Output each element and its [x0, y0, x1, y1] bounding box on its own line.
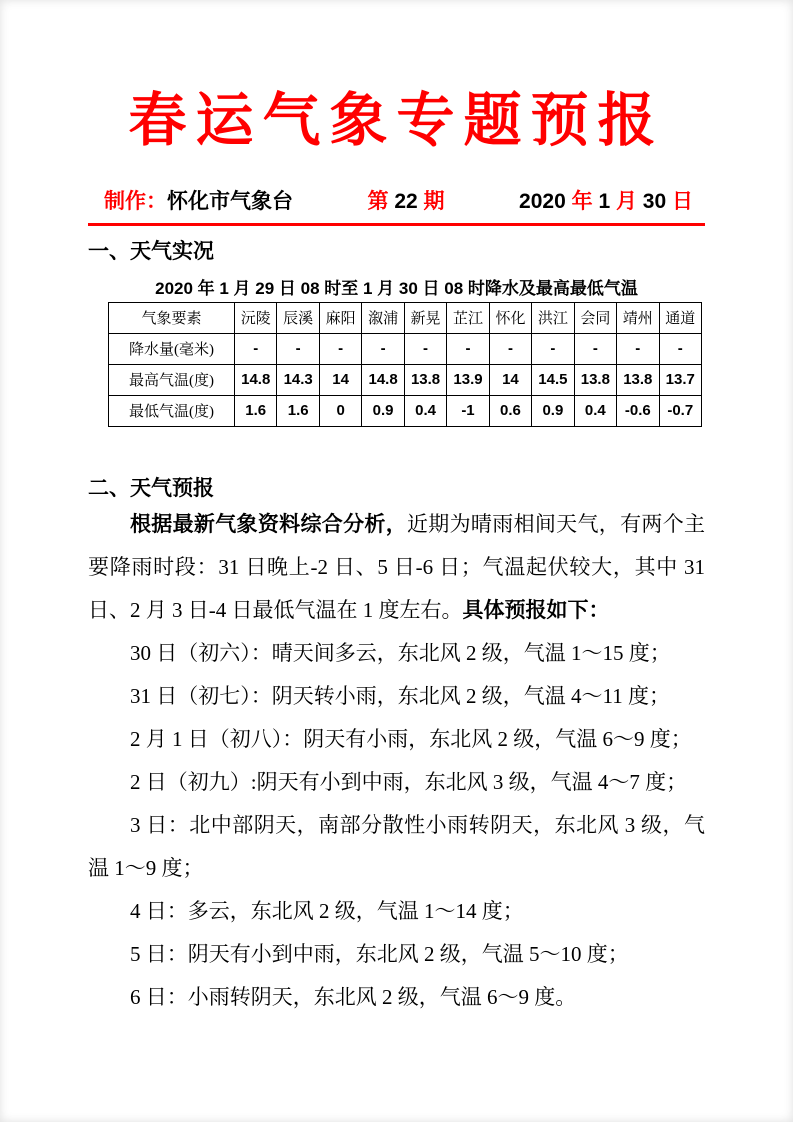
red-divider-rule — [88, 223, 705, 226]
meta-line — [88, 188, 705, 216]
section-heading-observation: 一、天气实况 — [88, 239, 214, 263]
section-heading-forecast: 二、天气预报 — [88, 476, 214, 500]
forecast-intro-lead: 根据最新气象资料综合分析， — [130, 512, 407, 536]
table-cell: 13.8 — [617, 364, 659, 395]
table-cell: 14.5 — [532, 364, 574, 395]
producer-name: 怀化市气象台 — [167, 189, 293, 213]
header-cell-element: 气象要素 — [109, 302, 235, 333]
table-cell: 14 — [489, 364, 531, 395]
station-header-cell: 洪江 — [532, 302, 574, 333]
station-header-cell: 芷江 — [447, 302, 489, 333]
table-cell: -1 — [447, 395, 489, 426]
station-header-cell: 会同 — [574, 302, 616, 333]
observation-table-title: 2020 年 1 月 29 日 08 时至 1 月 30 日 08 时降水及最高最低气温 — [155, 278, 638, 298]
date-month-unit: 月 — [610, 189, 643, 213]
table-cell: - — [447, 333, 489, 364]
issue-value: 22 — [394, 189, 418, 213]
table-cell: - — [659, 333, 701, 364]
date-month: 1 — [598, 189, 611, 213]
table-header-row — [109, 302, 702, 333]
issue-prefix: 第 — [367, 189, 395, 213]
row-label-cell: 最低气温(度) — [109, 395, 235, 426]
table-row-max-temp — [109, 364, 702, 395]
table-cell: - — [319, 333, 361, 364]
table-cell: 0.9 — [362, 395, 404, 426]
forecast-item: 2 月 1 日（初八）：阴天有小雨，东北风 2 级，气温 6～9 度； — [130, 726, 692, 751]
issue-date — [519, 188, 693, 216]
station-header-cell: 麻阳 — [319, 302, 361, 333]
table-cell: - — [235, 333, 277, 364]
date-year-unit: 年 — [565, 189, 599, 213]
forecast-item: 5 日：阴天有小到中雨，东北风 2 级，气温 5～10 度； — [130, 941, 629, 966]
table-cell: 13.7 — [659, 364, 701, 395]
table-cell: 1.6 — [235, 395, 277, 426]
forecast-intro-text: 近期为晴雨相间天气，有两个主要降雨时段：31 日晚上-2 日、5 日-6 日；气温起伏较大，其中 31 日、2 月 3 日-4 日最低气温在 1 度左右。 — [88, 511, 705, 622]
producer — [104, 188, 293, 216]
table-cell: - — [617, 333, 659, 364]
station-header-cell: 沅陵 — [235, 302, 277, 333]
table-cell: 0 — [319, 395, 361, 426]
table-cell: 14.3 — [277, 364, 319, 395]
issue-number — [368, 188, 445, 216]
table-cell: 0.4 — [574, 395, 616, 426]
row-label-cell: 降水量(毫米) — [109, 333, 235, 364]
station-header-cell: 怀化 — [489, 302, 531, 333]
table-cell: -0.6 — [617, 395, 659, 426]
forecast-intro-paragraph — [88, 503, 705, 632]
forecast-item: 2 日（初九）:阴天有小到中雨，东北风 3 级，气温 4～7 度； — [130, 769, 688, 794]
station-header-cell: 辰溪 — [277, 302, 319, 333]
table-cell: 0.4 — [404, 395, 446, 426]
forecast-item: 4 日：多云，东北风 2 级，气温 1～14 度； — [130, 898, 524, 923]
table-cell: 0.9 — [532, 395, 574, 426]
table-cell: 0.6 — [489, 395, 531, 426]
date-day: 30 — [642, 189, 667, 213]
table-cell: 1.6 — [277, 395, 319, 426]
issue-suffix: 期 — [417, 189, 445, 213]
forecast-item: 31 日（初七）：阴天转小雨，东北风 2 级，气温 4～11 度； — [130, 683, 670, 708]
date-day-unit: 日 — [666, 189, 693, 213]
row-label-cell: 最高气温(度) — [109, 364, 235, 395]
station-header-cell: 通道 — [659, 302, 701, 333]
table-row-precipitation — [109, 333, 702, 364]
table-cell: - — [489, 333, 531, 364]
document-title: 春运气象专题预报 — [128, 88, 665, 153]
table-cell: 13.9 — [447, 364, 489, 395]
forecast-body — [88, 503, 705, 1019]
forecast-intro-tail: 具体预报如下： — [462, 598, 610, 622]
table-cell: - — [404, 333, 446, 364]
table-cell: - — [362, 333, 404, 364]
station-header-cell: 靖州 — [617, 302, 659, 333]
table-cell: - — [574, 333, 616, 364]
table-cell: 13.8 — [404, 364, 446, 395]
table-cell: 14.8 — [362, 364, 404, 395]
table-cell: -0.7 — [659, 395, 701, 426]
forecast-item: 6 日：小雨转阴天，东北风 2 级，气温 6～9 度。 — [130, 984, 577, 1009]
producer-label: 制作： — [104, 189, 167, 213]
table-row-min-temp — [109, 395, 702, 426]
table-cell: 14.8 — [235, 364, 277, 395]
observation-table — [108, 302, 702, 427]
forecast-item: 3 日：北中部阴天，南部分散性小雨转阴天，东北风 3 级，气温 1～9 度； — [88, 812, 705, 880]
table-cell: 14 — [319, 364, 361, 395]
table-cell: - — [277, 333, 319, 364]
forecast-item: 30 日（初六）：晴天间多云，东北风 2 级，气温 1～15 度； — [130, 640, 671, 665]
station-header-cell: 溆浦 — [362, 302, 404, 333]
date-year: 2020 — [519, 189, 566, 213]
station-header-cell: 新晃 — [404, 302, 446, 333]
table-cell: - — [532, 333, 574, 364]
table-cell: 13.8 — [574, 364, 616, 395]
